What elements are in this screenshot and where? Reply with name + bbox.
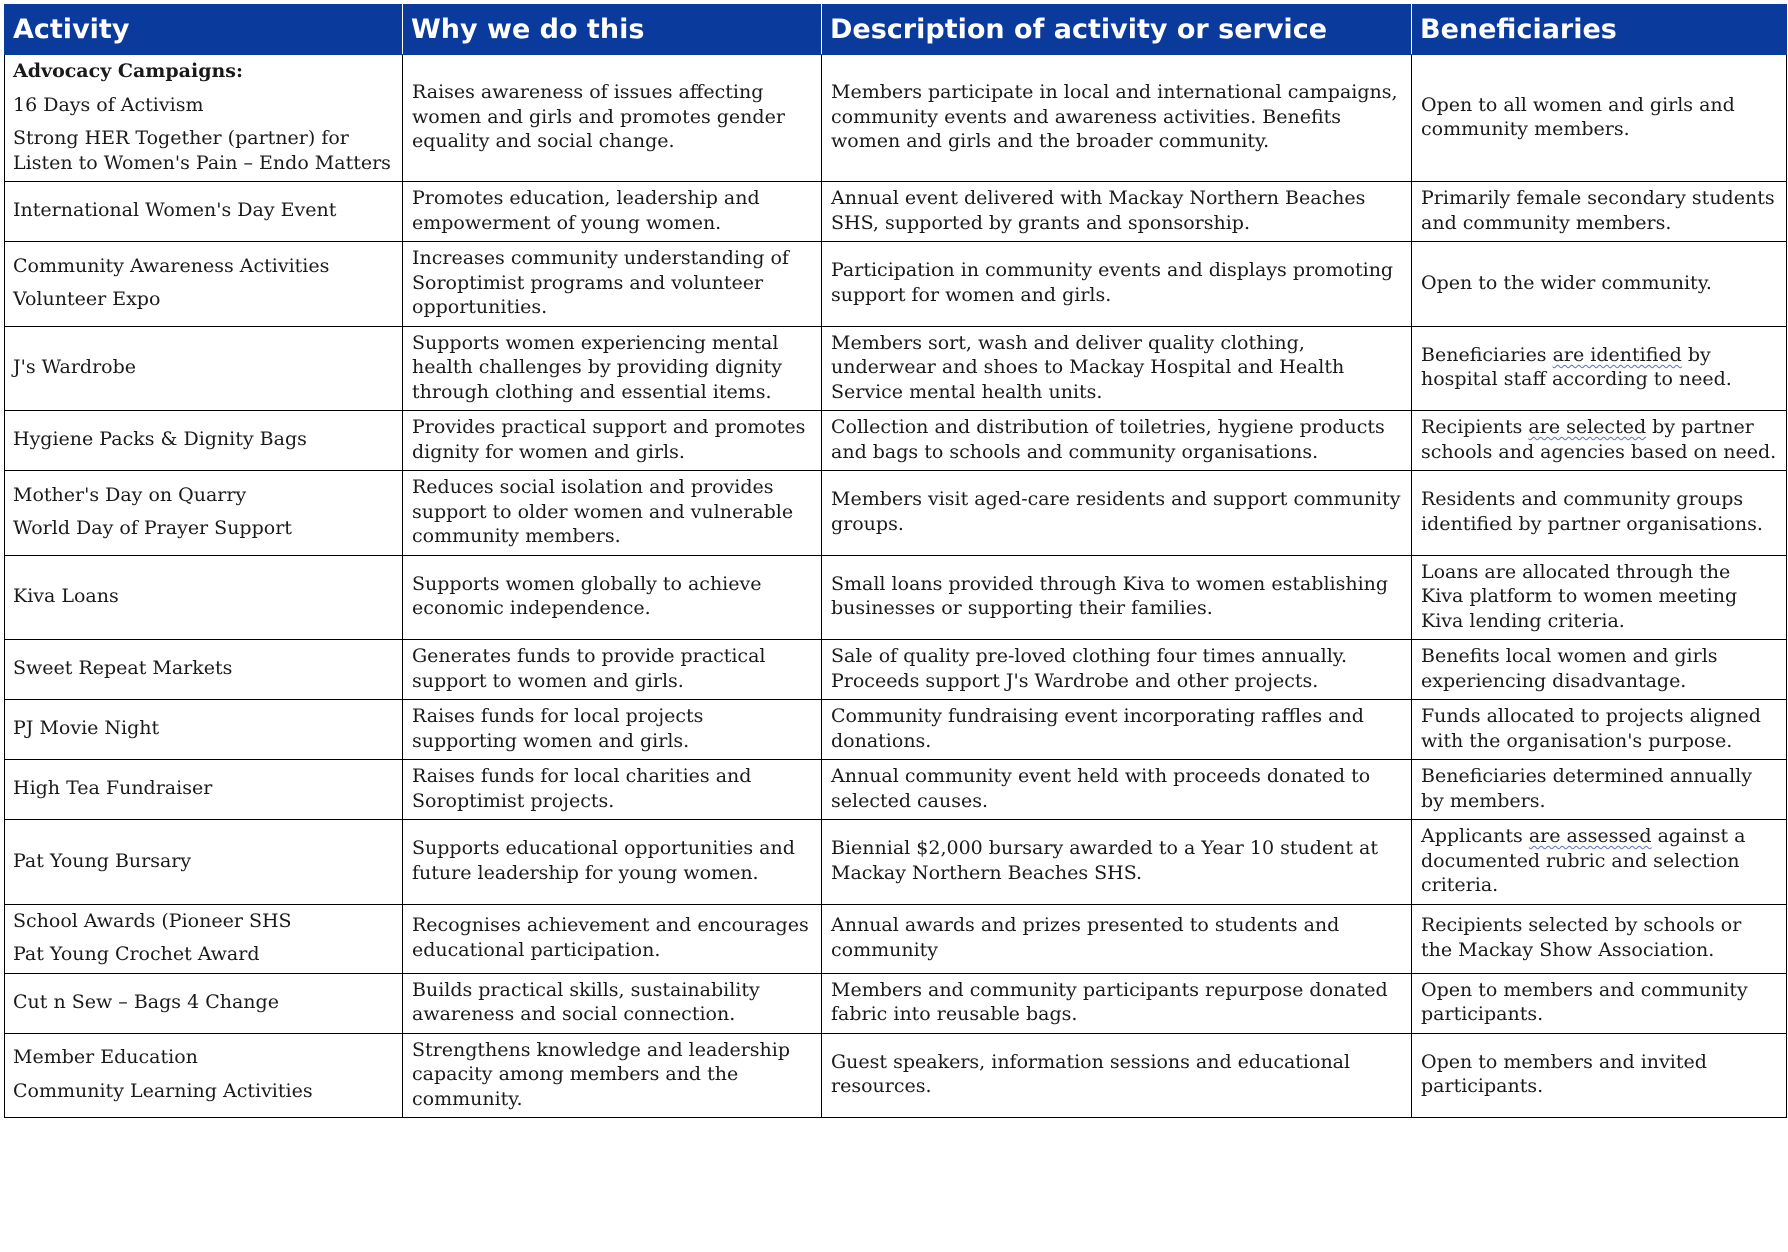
activity-cell [5, 640, 403, 700]
beneficiaries-cell [1412, 820, 1787, 905]
table-row [5, 1033, 1787, 1118]
table-row [5, 973, 1787, 1033]
why-cell: Reduces social isolation and provides support to older women and vulnerable community members. [403, 471, 822, 556]
activity-cell [5, 700, 403, 760]
activity-line: PJ Movie Night [13, 717, 160, 740]
activity-line: Advocacy Campaigns: [13, 60, 244, 82]
description-cell: Members participate in local and international campaigns, community events and awareness activities. Benefits women and girls and the broader community. [822, 55, 1412, 182]
why-cell: Supports women globally to achieve economic independence. [403, 555, 822, 640]
activity-cell [5, 820, 403, 905]
beneficiaries-cell: Open to members and invited participants. [1412, 1033, 1787, 1118]
table-row [5, 242, 1787, 327]
activity-line: Mother's Day on Quarry [13, 483, 247, 506]
table-row [5, 55, 1787, 182]
table-row [5, 700, 1787, 760]
table-row [5, 471, 1787, 556]
activity-cell [5, 760, 403, 820]
activity-cell [5, 904, 403, 973]
activity-line: Community Awareness Activities [13, 254, 330, 277]
activity-cell [5, 182, 403, 242]
beneficiaries-cell [1412, 326, 1787, 411]
activity-line: Member Education [13, 1046, 198, 1069]
beneficiaries-cell: Recipients selected by schools or the Mackay Show Association. [1412, 904, 1787, 973]
beneficiaries-cell: Funds allocated to projects aligned with the organisation's purpose. [1412, 700, 1787, 760]
description-cell: Biennial $2,000 bursary awarded to a Year 10 student at Mackay Northern Beaches SHS. [822, 820, 1412, 905]
activity-line: High Tea Fundraiser [13, 777, 213, 800]
beneficiaries-text: by hospital staff according to need. [1421, 343, 1732, 391]
why-cell: Supports educational opportunities and future leadership for young women. [403, 820, 822, 905]
why-cell: Strengthens knowledge and leadership capacity among members and the community. [403, 1033, 822, 1118]
beneficiaries-cell: Residents and community groups identified by partner organisations. [1412, 471, 1787, 556]
why-cell: Recognises achievement and encourages educational participation. [403, 904, 822, 973]
activity-line: Kiva Loans [13, 585, 119, 607]
activity-cell [5, 973, 403, 1033]
activity-cell [5, 411, 403, 471]
activity-line: Cut n Sew – Bags 4 Change [13, 990, 279, 1013]
description-cell: Participation in community events and displays promoting support for women and girls. [822, 242, 1412, 327]
description-cell: Annual community event held with proceeds donated to selected causes. [822, 760, 1412, 820]
table-row [5, 411, 1787, 471]
beneficiaries-text: Recipients [1421, 416, 1529, 438]
table-body [5, 55, 1787, 1118]
beneficiaries-cell: Open to the wider community. [1412, 242, 1787, 327]
why-cell: Builds practical skills, sustainability awareness and social connection. [403, 973, 822, 1033]
activity-line: Hygiene Packs & Dignity Bags [13, 428, 307, 451]
table-row [5, 904, 1787, 973]
table-row [5, 640, 1787, 700]
description-cell: Guest speakers, information sessions and educational resources. [822, 1033, 1412, 1118]
beneficiaries-cell: Benefits local women and girls experiencing disadvantage. [1412, 640, 1787, 700]
beneficiaries-text: by partner schools and agencies based on need. [1421, 416, 1777, 463]
activity-line: Volunteer Expo [13, 288, 161, 311]
table-row [5, 760, 1787, 820]
activity-line: International Women's Day Event [13, 199, 337, 222]
activity-cell [5, 1033, 403, 1118]
beneficiaries-cell: Beneficiaries determined annually by members. [1412, 760, 1787, 820]
header-description: Description of activity or service [822, 5, 1412, 55]
why-cell: Raises funds for local charities and Soroptimist projects. [403, 760, 822, 820]
table-row [5, 820, 1787, 905]
activity-line: School Awards (Pioneer SHS [13, 909, 292, 932]
spellcheck-mark: are selected [1528, 416, 1647, 438]
why-cell: Generates funds to provide practical support to women and girls. [403, 640, 822, 700]
beneficiaries-text: Beneficiaries [1421, 343, 1553, 366]
activity-cell [5, 555, 403, 640]
activity-line: Community Learning Activities [13, 1079, 313, 1102]
description-cell: Community fundraising event incorporating raffles and donations. [822, 700, 1412, 760]
activity-line: Pat Young Bursary [13, 849, 192, 872]
why-cell: Raises funds for local projects supporting women and girls. [403, 700, 822, 760]
beneficiaries-text: Applicants [1421, 825, 1529, 847]
activity-cell [5, 242, 403, 327]
header-activity: Activity [5, 5, 403, 55]
activity-cell [5, 471, 403, 556]
table-row [5, 326, 1787, 411]
why-cell: Promotes education, leadership and empowerment of young women. [403, 182, 822, 242]
description-cell: Members sort, wash and deliver quality clothing, underwear and shoes to Mackay Hospital and Health Service mental health units. [822, 326, 1412, 411]
header-row [5, 5, 1787, 55]
why-cell: Increases community understanding of Soroptimist programs and volunteer opportunities. [403, 242, 822, 327]
activity-line: Strong HER Together (partner) for Listen to Women's Pain – Endo Matters [13, 127, 391, 174]
activity-line: Pat Young Crochet Award [13, 943, 260, 965]
description-cell: Annual event delivered with Mackay Northern Beaches SHS, supported by grants and sponsorship. [822, 182, 1412, 242]
description-cell: Sale of quality pre-loved clothing four times annually. Proceeds support J's Wardrobe and other projects. [822, 640, 1412, 700]
table-row [5, 555, 1787, 640]
beneficiaries-cell: Open to members and community participants. [1412, 973, 1787, 1033]
spellcheck-mark: are assessed [1528, 825, 1652, 847]
activity-line: J's Wardrobe [13, 356, 137, 378]
activity-line: Sweet Repeat Markets [13, 657, 233, 680]
beneficiaries-cell: Open to all women and girls and community members. [1412, 55, 1787, 182]
description-cell: Small loans provided through Kiva to women establishing businesses or supporting their families. [822, 555, 1412, 640]
header-why: Why we do this [403, 5, 822, 55]
description-cell: Members and community participants repurpose donated fabric into reusable bags. [822, 973, 1412, 1033]
description-cell: Members visit aged-care residents and support community groups. [822, 471, 1412, 556]
why-cell: Raises awareness of issues affecting women and girls and promotes gender equality and social change. [403, 55, 822, 182]
why-cell: Supports women experiencing mental health challenges by providing dignity through clothing and essential items. [403, 326, 822, 411]
activity-cell [5, 55, 403, 182]
description-cell: Annual awards and prizes presented to students and community [822, 904, 1412, 973]
activities-document [4, 4, 1786, 1118]
description-cell: Collection and distribution of toiletries, hygiene products and bags to schools and community organisations. [822, 411, 1412, 471]
activity-line: World Day of Prayer Support [13, 517, 292, 540]
spellcheck-mark: are identified [1552, 343, 1682, 366]
why-cell: Provides practical support and promotes dignity for women and girls. [403, 411, 822, 471]
activities-table [4, 4, 1787, 1118]
header-beneficiaries: Beneficiaries [1412, 5, 1787, 55]
beneficiaries-cell [1412, 411, 1787, 471]
beneficiaries-cell: Loans are allocated through the Kiva platform to women meeting Kiva lending criteria. [1412, 555, 1787, 640]
beneficiaries-cell: Primarily female secondary students and community members. [1412, 182, 1787, 242]
beneficiaries-text: against a documented rubric and selection criteria. [1421, 825, 1746, 896]
activity-cell [5, 326, 403, 411]
table-header [5, 5, 1787, 55]
activity-line: 16 Days of Activism [13, 93, 204, 116]
table-row [5, 182, 1787, 242]
